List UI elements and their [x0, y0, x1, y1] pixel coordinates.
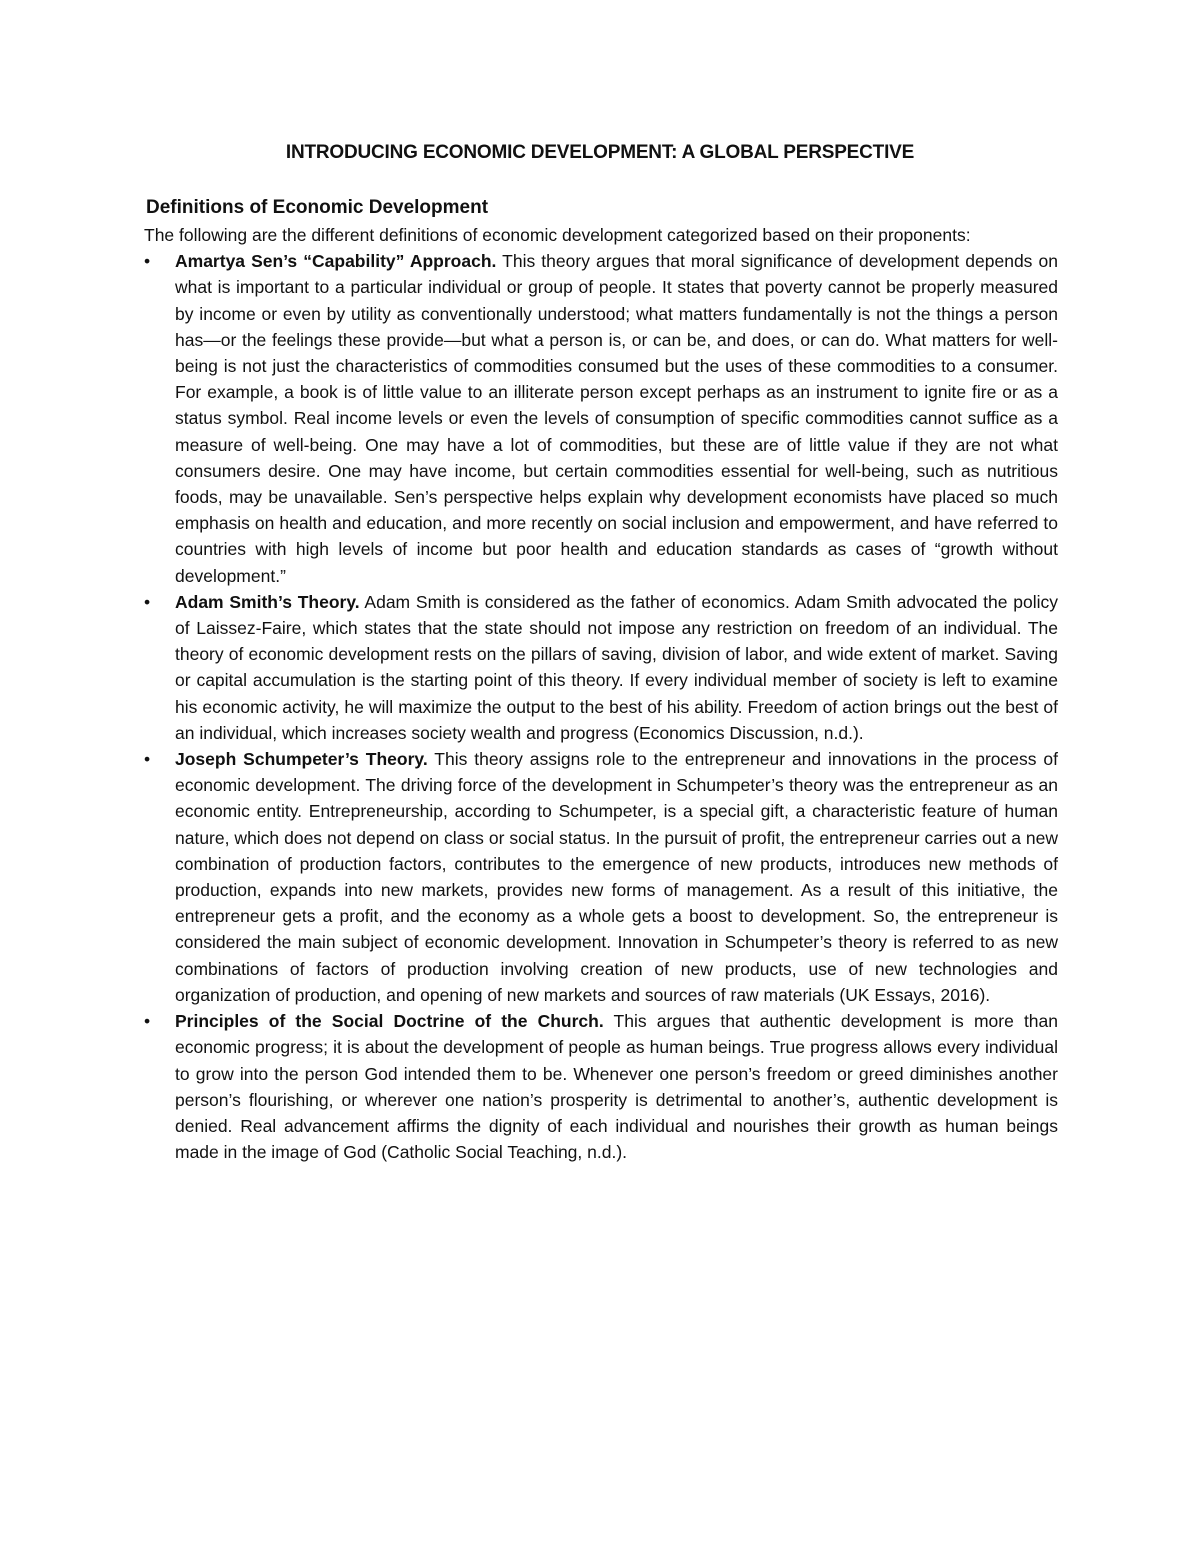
definition-text: This theory assigns role to the entrepreneur and innovations in the process of economic development. The driving force of the development in Schumpeter’s theory was the entrepreneur as an economic entity. Entrepreneurship, according to Schumpeter, is a special gift, a characteristic feature of human nature, which does not depend on class or social status. In the pursuit of profit, the entrepreneur carries out a new combination of production factors, contributes to the emergence of new products, introduces new methods of production, expands into new markets, provides new forms of management. As a result of this initiative, the entrepreneur gets a profit, and the economy as a whole gets a boost to development. So, the entrepreneur is considered the main subject of economic development. Innovation in Schumpeter’s theory is referred to as new combinations of factors of production involving creation of new products, use of new technologies and organization of production, and opening of new markets and sources of raw materials (UK Essays, 2016). [175, 749, 1058, 1005]
definitions-list [144, 248, 1058, 1165]
list-item-social-doctrine [144, 1008, 1058, 1165]
list-item-joseph-schumpeter [144, 746, 1058, 1008]
list-item-amartya-sen [144, 248, 1058, 589]
document-body [144, 194, 1058, 1165]
bullet-icon: • [144, 251, 151, 272]
intro-paragraph: The following are the different definitions of economic development categorized based on their proponents: [144, 225, 971, 245]
definition-text: Adam Smith is considered as the father of economics. Adam Smith advocated the policy of Laissez-Faire, which states that the state should not impose any restriction on freedom of an individual. The theory of economic development rests on the pillars of saving, division of labor, and wide extent of market. Saving or capital accumulation is the starting point of this theory. If every individual member of society is left to examine his economic activity, he will maximize the output to the best of his ability. Freedom of action brings out the best of an individual, which increases society wealth and progress (Economics Discussion, n.d.). [175, 591, 1059, 743]
definition-name: Principles of the Social Doctrine of the Church. [175, 1011, 604, 1032]
definition-name: Joseph Schumpeter’s Theory. [175, 749, 428, 770]
section-heading: Definitions of Economic Development [146, 197, 489, 218]
definition-text: This theory argues that moral significance of development depends on what is important to a particular individual or group of people. It states that poverty cannot be properly measured by income or even by utility as conventionally understood; what matters fundamentally is not the things a person has—or the feelings these provide—but what a person is, or can be, and does, or can do. What matters for well-being is not just the characteristics of commodities consumed but the uses of these commodities to a consumer. For example, a book is of little value to an illiterate person except perhaps as an instrument to ignite fire or as a status symbol. Real income levels or even the levels of consumption of specific commodities cannot suffice as a measure of well-being. One may have a lot of commodities, but these are of little value if they are not what consumers desire. One may have income, but certain commodities essential for well-being, such as nutritious foods, may be unavailable. Sen’s perspective helps explain why development economists have placed so much emphasis on health and education, and more recently on social inclusion and empowerment, and have referred to countries with high levels of income but poor health and education standards as cases of “growth without development.” [175, 251, 1058, 586]
list-item-adam-smith [144, 589, 1058, 746]
definition-text: This argues that authentic development is more than economic progress; it is about the development of people as human beings. True progress allows every individual to grow into the person God intended them to be. Whenever one person’s freedom or greed diminishes another person’s flourishing, or wherever one nation’s prosperity is detrimental to another’s, authentic development is denied. Real advancement affirms the dignity of each individual and nourishes their growth as human beings made in the image of God (Catholic Social Teaching, n.d.). [175, 1011, 1058, 1163]
definition-name: Adam Smith’s Theory. [175, 591, 360, 612]
document-title: INTRODUCING ECONOMIC DEVELOPMENT: A GLOBAL PERSPECTIVE [285, 142, 915, 163]
bullet-icon: • [144, 1011, 151, 1032]
bullet-icon: • [144, 749, 151, 770]
definition-name: Amartya Sen’s “Capability” Approach. [175, 251, 497, 272]
bullet-icon: • [144, 591, 151, 612]
